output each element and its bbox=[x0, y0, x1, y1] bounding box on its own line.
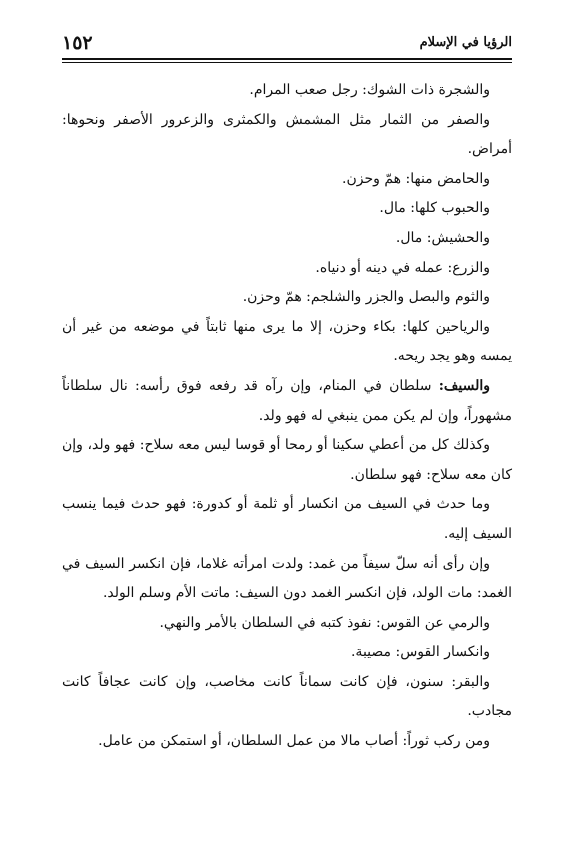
header-rule-thick bbox=[62, 58, 512, 60]
paragraph: ومن ركب ثوراً: أصاب مالا من عمل السلطان، أو استمكن من عامل. bbox=[98, 733, 490, 750]
paragraph: والبقر: سنون، فإن كانت سماناً كانت مخاصب، وإن كانت عجافاً كانت مجادب. bbox=[62, 673, 512, 720]
paragraph: وانكسار القوس: مصيبة. bbox=[350, 644, 490, 661]
paragraph: والثوم والبصل والجزر والشلجم: همّ وحزن. bbox=[242, 289, 490, 306]
paragraph: والحبوب كلها: مال. bbox=[379, 200, 490, 217]
paragraph bbox=[62, 372, 512, 431]
paragraph: والرمي عن القوس: نفوذ كتبه في السلطان بالأمر والنهي. bbox=[159, 614, 490, 631]
paragraph: وما حدث في السيف من انكسار أو ثلمة أو كدورة: فهو حدث فيما ينسب السيف إليه. bbox=[62, 496, 512, 542]
body-text bbox=[62, 76, 512, 757]
paragraph: وإن رأى أنه سلّ سيفاً من غمد: ولدت امرأته غلاما، فإن انكسر السيف في الغمد: مات الولد، فإن انكسر الغمد دون السيف: ماتت الأم وسلم الولد. bbox=[62, 555, 512, 602]
paragraph: والصفر من الثمار مثل المشمش والكمثرى والزعرور الأصفر ونحوها: أمراض. bbox=[62, 111, 512, 158]
paragraph: والحشيش: مال. bbox=[395, 229, 490, 246]
paragraph: وكذلك كل من أعطي سكينا أو رمحا أو قوسا ليس معه سلاح: فهو ولد، وإن كان معه سلاح: فهو سلطان. bbox=[62, 437, 512, 483]
paragraph: والزرع: عمله في دينه أو دنياه. bbox=[315, 259, 490, 276]
entry-term: والسيف: bbox=[438, 377, 490, 394]
paragraph: والشجرة ذات الشوك: رجل صعب المرام. bbox=[249, 82, 490, 98]
entry-text: سلطان في المنام، وإن رآه قد رفعه فوق رأسه: نال سلطاناً مشهوراً، وإن لم يكن ممن ينبغي له فهو ولد. bbox=[62, 377, 512, 424]
running-title: الرؤيا في الإسلام bbox=[419, 35, 512, 50]
paragraph: والرياحين كلها: بكاء وحزن، إلا ما يرى منها ثابتاً في موضعه من غير أن يمسه وهو يجد ريحه. bbox=[62, 318, 512, 365]
header-rule-thin bbox=[62, 62, 512, 63]
paragraph: والحامض منها: همّ وحزن. bbox=[342, 170, 490, 187]
page-header bbox=[62, 32, 512, 56]
page-number: ١٥٢ bbox=[62, 32, 93, 54]
